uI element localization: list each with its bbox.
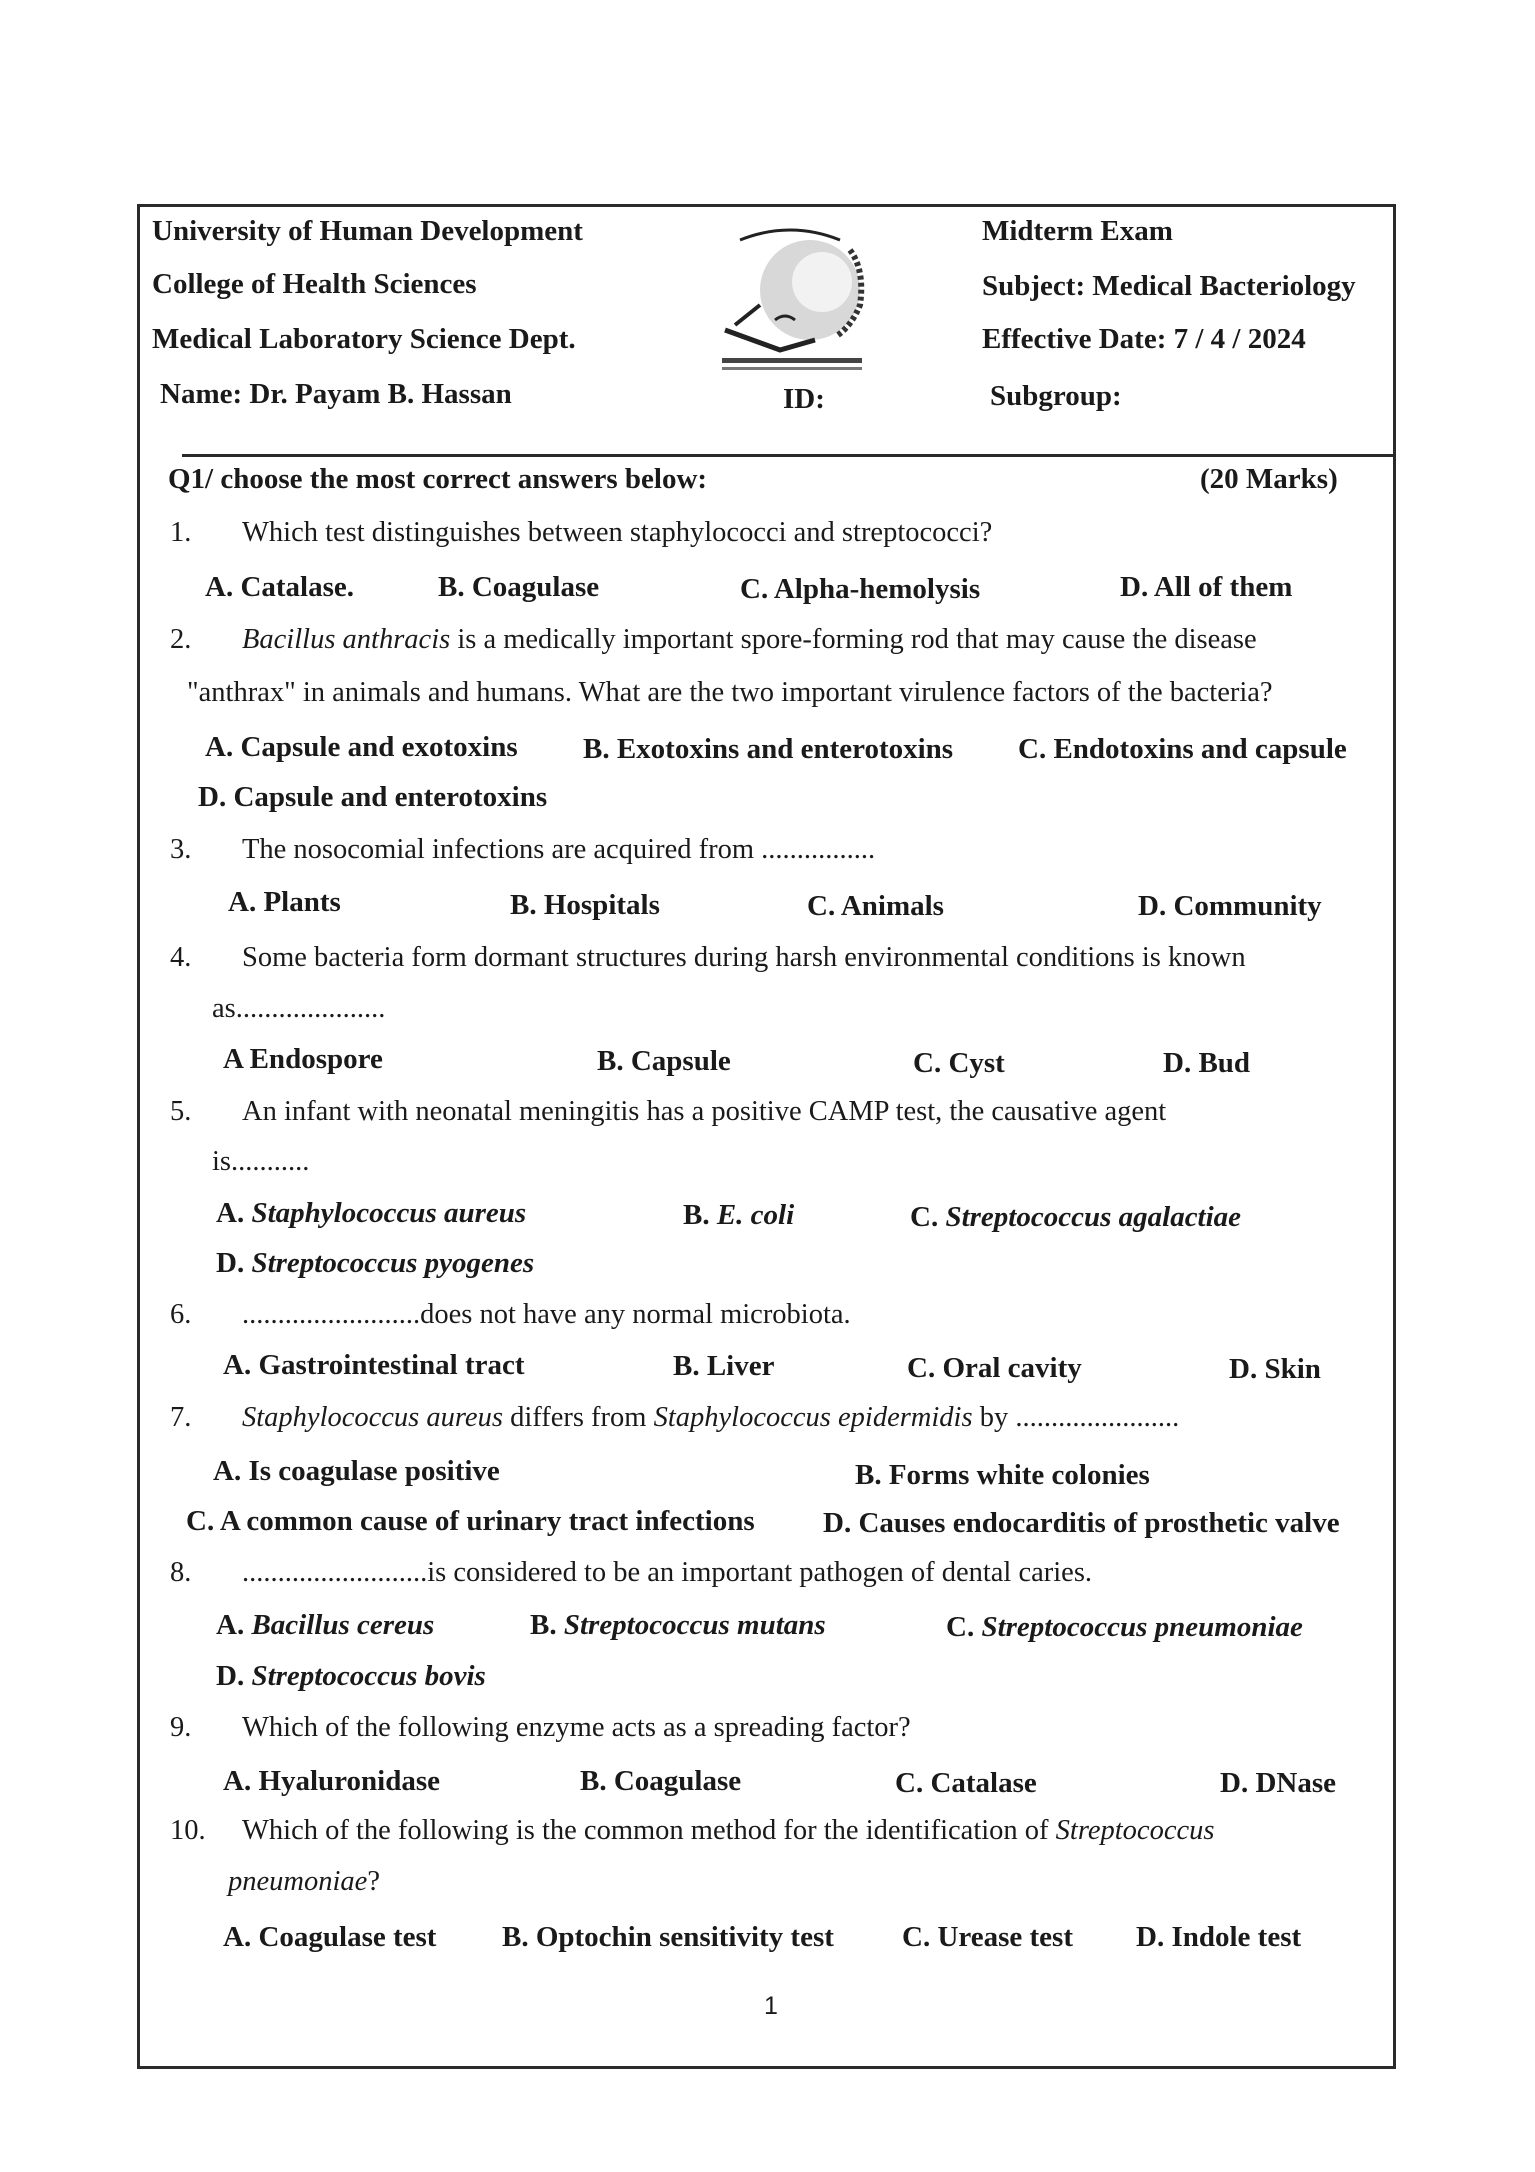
option-d: D. Indole test <box>1136 1921 1302 1953</box>
question-number: 8. <box>170 1557 192 1588</box>
page-number: 1 <box>764 1992 778 2020</box>
option-a: A. Capsule and exotoxins <box>205 731 518 763</box>
option-b: B. Forms white colonies <box>855 1459 1150 1491</box>
question-text-line2: as..................... <box>212 993 386 1024</box>
option-a: A. Bacillus cereus <box>216 1609 435 1641</box>
option-c: C. Urease test <box>902 1921 1073 1953</box>
question-text: Some bacteria form dormant structures during harsh environmental conditions is known <box>242 942 1246 973</box>
question-number: 3. <box>170 834 192 865</box>
option-b: B. Hospitals <box>510 889 660 921</box>
option-b: B. Coagulase <box>580 1765 742 1797</box>
option-a: A. Catalase. <box>205 571 355 603</box>
question-text: The nosocomial infections are acquired from ................ <box>242 834 876 865</box>
question-text: ..........................is considered to be an important pathogen of dental caries. <box>242 1557 1093 1588</box>
question-text: Which of the following is the common method for the identification of Streptococcus <box>242 1815 1215 1846</box>
option-d: D. DNase <box>1220 1767 1336 1799</box>
option-d: D. Streptococcus bovis <box>216 1660 486 1692</box>
option-a: A. Coagulase test <box>223 1921 437 1953</box>
exam-type: Midterm Exam <box>982 215 1173 247</box>
option-c: C. Oral cavity <box>907 1352 1082 1384</box>
question-organism: Bacillus anthracis <box>242 624 451 655</box>
option-d: D. Capsule and enterotoxins <box>198 781 548 813</box>
name-line: Name: Dr. Payam B. Hassan <box>160 378 512 410</box>
option-b: B. Optochin sensitivity test <box>502 1921 834 1953</box>
option-a: A. Plants <box>228 886 341 918</box>
option-c: C. Streptococcus agalactiae <box>910 1201 1242 1233</box>
option-d: D. Skin <box>1229 1353 1321 1385</box>
section-title: Q1/ choose the most correct answers below: <box>168 463 708 495</box>
option-b: B. Capsule <box>597 1045 731 1077</box>
option-a: A. Hyaluronidase <box>223 1765 441 1797</box>
option-a: A. Gastrointestinal tract <box>223 1349 525 1381</box>
option-a: A Endospore <box>223 1043 383 1075</box>
question-number: 7. <box>170 1402 192 1433</box>
question-number: 10. <box>170 1815 206 1846</box>
question-number: 2. <box>170 624 192 655</box>
option-c: C. Streptococcus pneumoniae <box>946 1611 1303 1643</box>
option-c: C. Endotoxins and capsule <box>1018 733 1347 765</box>
option-a: A. Staphylococcus aureus <box>216 1197 527 1229</box>
question-text-part: is a medically important spore-forming rod that may cause the disease <box>450 624 1257 655</box>
college-name: College of Health Sciences <box>152 268 477 300</box>
question-text: Staphylococcus aureus differs from Staphylococcus epidermidis by ....................... <box>242 1402 1180 1433</box>
question-number: 6. <box>170 1299 192 1330</box>
university-logo <box>700 210 890 380</box>
subject: Subject: Medical Bacteriology <box>982 270 1356 302</box>
university-name: University of Human Development <box>152 215 583 247</box>
option-d: D. Bud <box>1163 1047 1251 1079</box>
department-name: Medical Laboratory Science Dept. <box>152 323 576 355</box>
question-text: Which test distinguishes between staphylococci and streptococci? <box>242 517 993 548</box>
question-text: An infant with neonatal meningitis has a positive CAMP test, the causative agent <box>242 1096 1167 1127</box>
option-c: C. Catalase <box>895 1767 1037 1799</box>
option-c: C. A common cause of urinary tract infections <box>186 1505 755 1537</box>
question-number: 4. <box>170 942 192 973</box>
option-c: C. Cyst <box>913 1047 1005 1079</box>
header-divider <box>182 454 1396 457</box>
option-d: D. Community <box>1138 890 1322 922</box>
section-marks: (20 Marks) <box>1200 463 1338 495</box>
question-text-line2: is........... <box>212 1146 310 1177</box>
option-c: C. Alpha-hemolysis <box>740 573 981 605</box>
question-number: 1. <box>170 517 192 548</box>
question-number: 5. <box>170 1096 192 1127</box>
subgroup-label: Subgroup: <box>990 380 1122 412</box>
option-b: B. Coagulase <box>438 571 600 603</box>
option-d: D. All of them <box>1120 571 1293 603</box>
question-text: Which of the following enzyme acts as a spreading factor? <box>242 1712 911 1743</box>
option-a: A. Is coagulase positive <box>213 1455 500 1487</box>
question-text: .........................does not have any normal microbiota. <box>242 1299 851 1330</box>
question-text-line2: "anthrax" in animals and humans. What are the two important virulence factors of the bacteria? <box>187 677 1273 708</box>
question-number: 9. <box>170 1712 192 1743</box>
question-text <box>242 624 1257 656</box>
option-d: D. Causes endocarditis of prosthetic valve <box>823 1507 1340 1539</box>
option-b: B. E. coli <box>683 1199 795 1231</box>
option-b: B. Streptococcus mutans <box>530 1609 826 1641</box>
option-c: C. Animals <box>807 890 944 922</box>
option-b: B. Exotoxins and enterotoxins <box>583 733 954 765</box>
option-b: B. Liver <box>673 1350 775 1382</box>
effective-date: Effective Date: 7 / 4 / 2024 <box>982 323 1306 355</box>
id-label: ID: <box>783 383 825 415</box>
option-d: D. Streptococcus pyogenes <box>216 1247 535 1279</box>
question-text-line2: pneumoniae? <box>228 1866 380 1897</box>
